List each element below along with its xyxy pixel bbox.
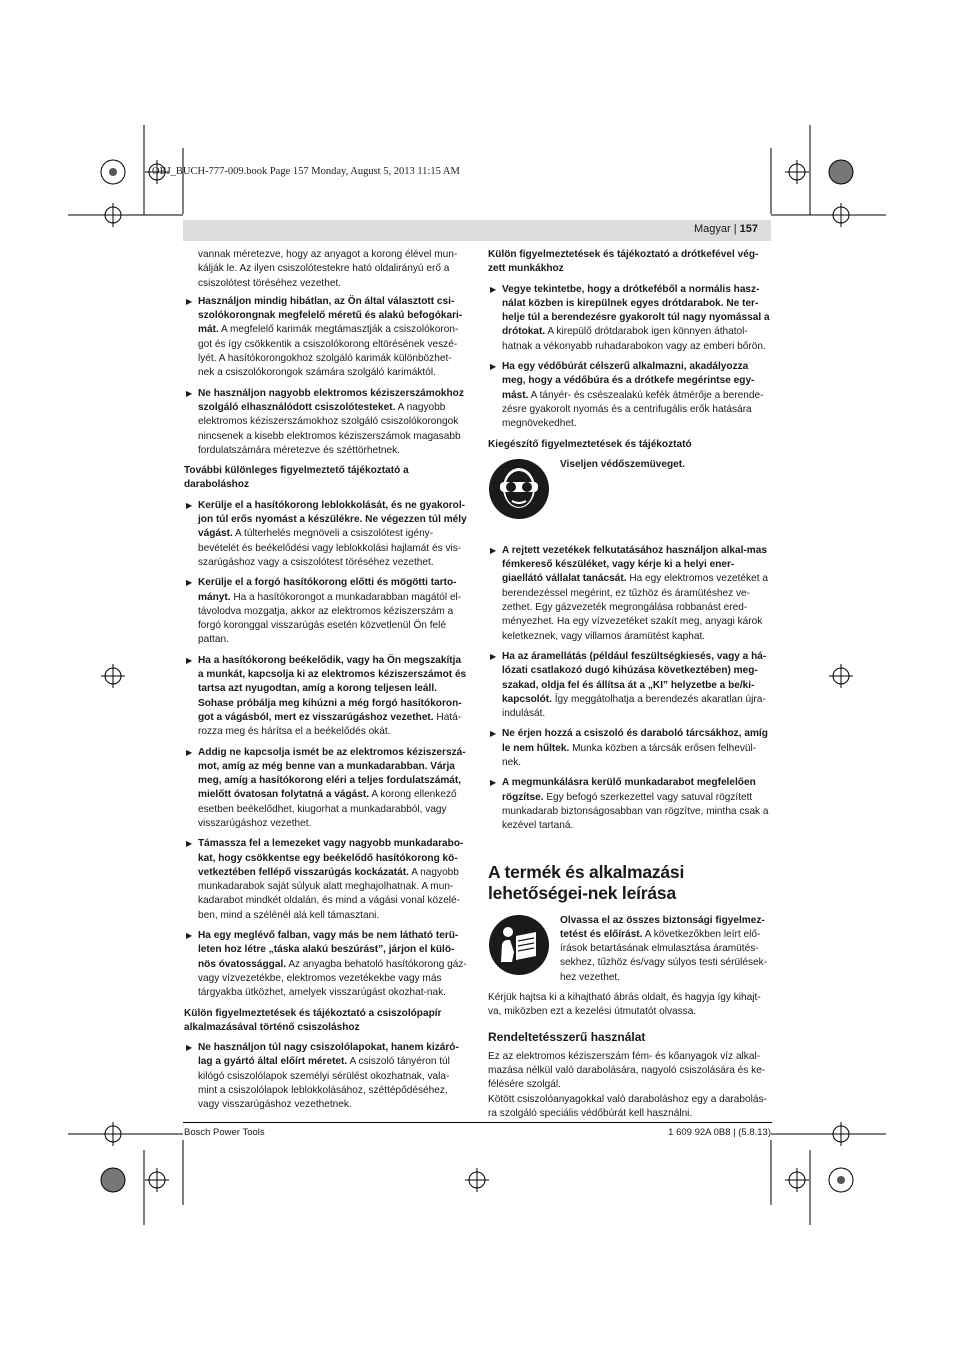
bullet-arrow-icon: ▶ [490, 362, 497, 372]
bullet-body-text: Egy befogó szerkezettel vagy satuval rögzített munkadarab biztonságosabban van rögzítve, mintha csak a kezével tartaná. [502, 791, 769, 832]
read-manual-text [560, 914, 771, 985]
bullet-arrow-icon: ▶ [490, 729, 497, 739]
bullet-arrow-icon: ▶ [490, 778, 497, 788]
bullet-item [184, 746, 467, 832]
header-band [183, 220, 771, 241]
bullet-bold-text: Ne használjon túl nagy csiszolólapokat, hanem kizáró-lag a gyártó által előírt méretet. [198, 1042, 459, 1068]
bullet-item [184, 654, 467, 740]
bullet-item [488, 776, 771, 833]
bullet-item [488, 727, 771, 770]
page-header [694, 223, 758, 235]
read-manual-bold: Olvassa el az összes biztonsági figyelmez-tetést és előírást. [560, 914, 765, 940]
bullet-arrow-icon: ▶ [186, 931, 193, 941]
bullet-bold-text: Ha egy meglévő falban, vagy más be nem látható terü-leten hoz létre „táska alakú beszúrást”, járjon el külö-nös óvatossággal. [198, 930, 459, 970]
header-language: Magyar [693, 223, 731, 235]
subheading-cutting: További különleges figyelmeztető tájékoztató a daraboláshoz [184, 465, 409, 491]
bullet-list-3 [184, 1041, 467, 1112]
bullet-body-text: A nagyobb elektromos kéziszerszámokhoz szolgáló csiszolókorongok nincsenek a kisebb elektromos kéziszerszámok magasabb fordulatszámára méretezve és széttörhetnek. [198, 401, 461, 456]
header-separator: | [730, 223, 740, 235]
bullet-arrow-icon: ▶ [186, 296, 193, 306]
bullet-body-text: Munka közben a tárcsák erősen felhevül-nek. [502, 742, 757, 769]
bullet-item [184, 387, 467, 458]
bullet-body-text: A korong ellenkező esetben beékelődhet, kiugorhat a munkadarabból, vagy visszarúgáshoz vezethet. [198, 789, 457, 829]
bullet-body-text: A túlterhelés megnöveli a csiszolótest igény-bevételét és beékelődési vagy leblokkolási hajlamát és vis-szarúgáshoz vagy a csiszolótest töréséhez vezethet. [198, 528, 462, 568]
bullet-bold-text: Ne használjon nagyobb elektromos kéziszerszámokhoz szolgáló elhasználódott csiszolótesteket. [198, 387, 464, 413]
bullet-bold-text: Kerülje el a hasítókorong leblokkolását, és ne gyakorol-jon túl erős nyomást a készülékre. Ne végezzen túl mély vágást. [198, 499, 467, 540]
bullet-arrow-icon: ▶ [186, 500, 193, 510]
read-manual-row [488, 914, 771, 985]
bullet-body-text: A kirepülő drótdarabok igen könnyen áthatol-hatnak a vékonyabb ruhadarabokon vagy az emberi bőrön. [502, 326, 766, 352]
bullet-arrow-icon: ▶ [186, 655, 193, 665]
bullet-body-text: Az anyagba behatoló hasítókorong gáz- vagy vízvezetékbe, elektromos vezetékekbe vagy más tárgyakba ütközhet, amelyek visszarúgást okozhat-nak. [198, 958, 467, 999]
bullet-list-1 [184, 295, 467, 458]
bullet-bold-text: Vegye tekintetbe, hogy a drótkeféből a normális hasz-nálat közben is kirepülnek egyes drótdarabok. Ne ter-helje túl a berendezésre gyakorolt túl nagy nyomással a drótokat. [502, 283, 770, 338]
bullet-bold-text: Ha egy védőbúrát célszerű alkalmazni, akadályozza meg, hogy a védőbúra és a drótkefe megérintse egy-mást. [502, 361, 755, 401]
bullet-bold-text: Ha az áramellátás (például feszültségkiesés, vagy a há-lózati csatlakozó dugó kihúzása következtében) meg-szakad, oldja fel és állítsa át a „KI” helyzetbe a be/ki-kapcsolót. [502, 650, 767, 705]
footer-brand: Bosch Power Tools [184, 1127, 265, 1138]
bullet-body-text: A megfelelő karimák megtámasztják a csiszolókoron-got és így csökkentik a csiszolókorong eltörésének veszé-lyét. A hasítókorongokhoz szolgáló karimák különbözhet-nek a csiszolókorongok számára szolgáló karimáktól. [198, 324, 459, 379]
bullet-item [488, 360, 771, 431]
bullet-bold-text: A megmunkálásra kerülő munkadarabot megfelelően rögzítse. [502, 777, 756, 803]
bullet-arrow-icon: ▶ [490, 284, 497, 294]
bullet-arrow-icon: ▶ [186, 747, 193, 757]
bullet-arrow-icon: ▶ [490, 545, 497, 555]
bullet-body-text: Ha egy elektromos vezetéket a berendezéssel megérint, ez tűzhöz és áramütéshez ve-zethet. Egy gázvezeték megrongálása robbanást ered-ményezhet. Ha egy vízvezetéket szakít meg, anyagi károk keletkeznek, vagy villamos áramütést kaphat. [502, 573, 768, 642]
footer-rule [183, 1122, 772, 1123]
bullet-arrow-icon: ▶ [490, 651, 497, 661]
bullet-bold-text: Addig ne kapcsolja ismét be az elektromos kéziszerszá-mot, amíg az még benne van a munkadarabban. Várja meg, amíg a hasítókorong eléri a teljes fordulatszámát, mielőtt óvatosan folytatná a vágást. [198, 746, 466, 801]
goggles-text: Viseljen védőszemüveget. [560, 458, 685, 470]
bullet-item [488, 283, 771, 354]
bullet-arrow-icon: ▶ [186, 388, 193, 398]
bullet-body-text: Így meggátolhatja a berendezés akaratlan újra-indulását. [502, 693, 766, 720]
bullet-item [488, 544, 771, 644]
bullet-arrow-icon: ▶ [186, 1043, 193, 1053]
bullet-bold-text: A rejtett vezetékek felkutatásához használjon alkal-mas fémkereső készüléket, vagy kérje ki a helyi ener-giaellátó vállalat tanácsát. [502, 544, 767, 585]
bullet-list-2 [184, 499, 467, 1001]
bullet-item [184, 499, 467, 570]
read-manual-icon [488, 914, 550, 976]
bullet-bold-text: Támassza fel a lemezeket vagy nagyobb munkadarabo-kat, hogy csökkentse egy beékelődő hasítókorong kö-vetkeztében fellépő visszarúgás kockázatát. [198, 838, 464, 878]
bullet-item [184, 1041, 467, 1112]
bullet-body-text: A tányér- és csészealakú kefék átmérője a berende-zésre gyakorolt nyomás és a centrifugális erők hatására megnövekedhet. [502, 389, 764, 430]
bullet-item [184, 295, 467, 381]
goggles-row [488, 458, 771, 538]
left-column [184, 248, 467, 1119]
continued-text: vannak méretezve, hogy az anyagot a korong élével mun-kálják le. Az ilyen csiszolótestekre ható oldalirányú erő a csiszolótest töréséhez vezethet. [198, 249, 458, 289]
bullet-body-text: A csiszoló tányéron túl kilógó csiszolólapok személyi sérülést okozhatnak, vala-mint a csiszolólapok leblokkolásához, széttépődéséhez, vagy visszarúgáshoz vezethetnek. [198, 1056, 450, 1111]
print-header: OBJ_BUCH-777-009.book Page 157 Monday, August 5, 2013 11:15 AM [152, 166, 460, 177]
subheading-sanding: Külön figyelmeztetések és tájékoztató a csiszolópapír alkalmazásával történő csiszoláshoz [184, 1007, 442, 1033]
intended-use-p2: Kötött csiszolóanyagokkal való daraboláshoz egy a darabolás-ra szolgáló speciális védőbúrát kell használni. [488, 1093, 767, 1120]
section-title: A termék és alkalmazási lehetőségei-nek leírása [488, 861, 685, 903]
right-column [488, 248, 771, 1121]
bullet-bold-text: Kerülje el a forgó hasítókorong előtti és mögötti tarto-mányt. [198, 577, 457, 603]
subheading-additional: Kiegészítő figyelmeztetések és tájékoztató [488, 438, 692, 450]
bullet-arrow-icon: ▶ [186, 578, 193, 588]
safety-goggles-icon [488, 458, 550, 520]
bullet-item [184, 576, 467, 647]
intended-use-p1: Ez az elektromos kéziszerszám fém- és kőanyagok víz alkal-mazása nélkül való darabolására, nagyoló csiszolására és ke-félésére szolgál. [488, 1050, 766, 1091]
fold-out-text: Kérjük hajtsa ki a kihajtható ábrás oldalt, és hagyja így kihajt-va, miközben ezt a kezelési útmutatót olvassa. [488, 991, 761, 1018]
bullet-arrow-icon: ▶ [186, 839, 193, 849]
bullet-bold-text: Használjon mindig hibátlan, az Ön által választott csi-szolókorongnak megfelelő méretű és alakú befogókari-mát. [198, 295, 463, 336]
page-number: 157 [739, 223, 758, 235]
read-manual-rest: A következőkben leírt elő-írások betartásának elmulasztása áramütés-sekhez, tűzhöz és/vagy súlyos testi sérülések-hez vezethet. [560, 928, 768, 983]
intended-use-title: Rendeltetésszerű használat [488, 1029, 646, 1044]
bullet-item [184, 929, 467, 1000]
bullet-list-additional [488, 544, 771, 834]
subheading-wire-brush: Külön figyelmeztetések és tájékoztató a drótkefével vég-zett munkákhoz [488, 249, 759, 275]
bullet-body-text: A nagyobb munkadarabok saját súlyuk alatt meghajolhatnak. A mun-kadarabot mindkét oldalán, és mind a vágási vonal közelé-ben, mind a szélénél alá kell támasztani. [198, 866, 461, 921]
bullet-bold-text: Ne érjen hozzá a csiszoló és daraboló tárcsákhoz, amíg le nem hűltek. [502, 728, 768, 754]
bullet-body-text: Hatá-rozza meg és hárítsa el a beékelődés okát. [198, 711, 462, 738]
bullet-item [184, 837, 467, 923]
bullet-body-text: Ha a hasítókorongot a munkadarabban magától el-távolodva mozgatja, akkor az elektromos kéziszerszám a forgó koronggal visszarúgás esetén közvetlenül Ön felé pattan. [198, 591, 462, 646]
bullet-list-wire [488, 283, 771, 432]
bullet-item [488, 650, 771, 721]
footer-code: 1 609 92A 0B8 | (5.8.13) [668, 1127, 771, 1138]
bullet-bold-text: Ha a hasítókorong beékelődik, vagy ha Ön megszakítja a munkát, kapcsolja ki az elektromos kéziszerszámot és tartsa azt nyugodtan, amíg a korong teljesen leáll. Sohase próbálja meg kihúzni a még forgó hasítókoron-got a vágásból, mert ez visszarúgáshoz vezethet. [198, 654, 467, 723]
